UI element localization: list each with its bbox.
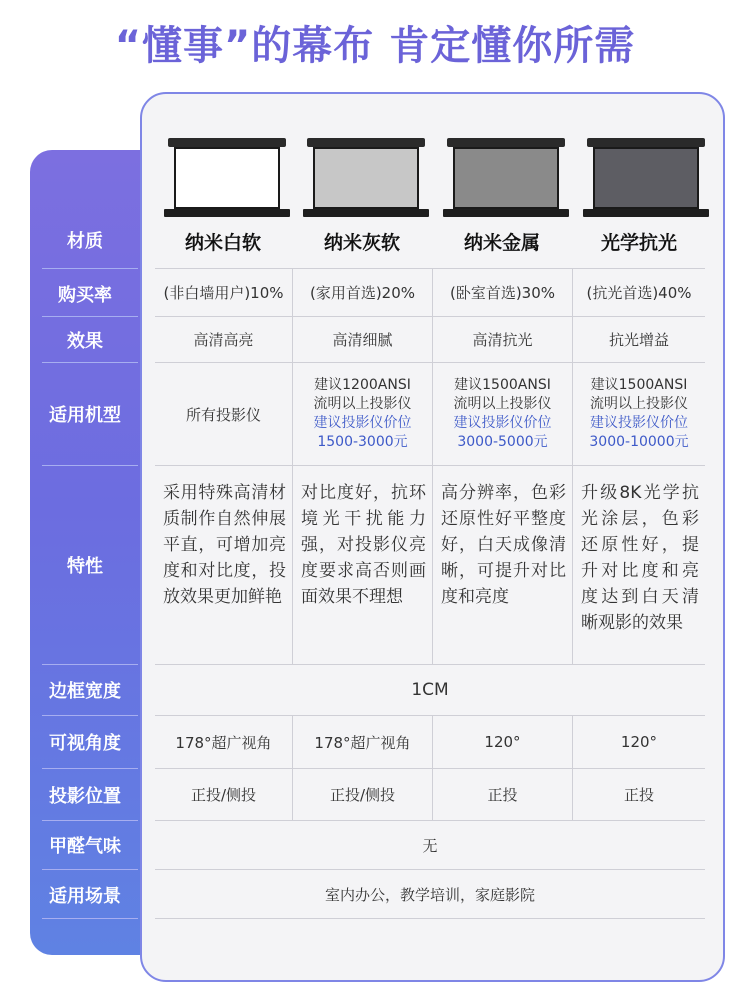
product-name: 纳米金属	[463, 231, 540, 254]
frame-width-cell: 1CM	[411, 680, 449, 700]
projection-position-cell: 正投/侧投	[190, 786, 257, 804]
white-screen-icon	[168, 138, 286, 220]
row-divider	[42, 820, 138, 821]
projection-position-cell: 正投	[487, 786, 518, 804]
product-name: 纳米灰软	[323, 231, 400, 254]
row-label-frame: 边框宽度	[49, 681, 121, 702]
model-cell	[155, 363, 292, 465]
model-price-label: 建议投影仪价位	[590, 415, 688, 431]
product-name: 光学抗光	[600, 231, 677, 254]
projection-position-cell: 正投/侧投	[329, 786, 396, 804]
viewing-angle-cell: 120°	[484, 733, 521, 751]
viewing-angle-cell: 178°超广视角	[314, 733, 411, 752]
row-divider	[42, 268, 138, 269]
model-cell	[573, 363, 705, 465]
effect-cell: 抗光增益	[608, 331, 669, 349]
model-lumen: 建议1200ANSI	[314, 377, 411, 393]
purchase-rate-cell: (抗光首选)40%	[586, 284, 692, 302]
row-label-purchase: 购买率	[58, 285, 112, 306]
row-divider	[42, 316, 138, 317]
feature-cell: 高分辨率，色彩还原性好平整度好，白天成像清晰，可提升对比度和亮度	[441, 483, 566, 607]
metal-screen-icon	[447, 138, 565, 220]
optical-screen-icon	[587, 138, 705, 220]
row-divider	[42, 362, 138, 363]
viewing-angle-cell: 178°超广视角	[175, 733, 272, 752]
feature-cell: 对比度好，抗环境光干扰能力强，对投影仪亮度要求高否则画面效果不理想	[301, 483, 426, 607]
page-title: “懂事”的幕布 肯定懂你所需	[114, 23, 636, 69]
row-divider	[42, 918, 138, 919]
purchase-rate-cell: (卧室首选)30%	[449, 284, 556, 302]
row-divider	[42, 465, 138, 466]
feature-cell: 采用特殊高清材质制作自然伸展平直，可增加亮度和对比度，投放效果更加鲜艳	[163, 483, 286, 607]
row-divider	[42, 768, 138, 769]
model-price-range: 1500-3000元	[317, 434, 408, 450]
purchase-rate-cell: (家用首选)20%	[309, 284, 416, 302]
effect-cell: 高清细腻	[332, 331, 393, 349]
row-label-effect: 效果	[67, 331, 103, 352]
scenes-cell: 室内办公，教学培训，家庭影院	[324, 885, 535, 904]
formaldehyde-cell: 无	[422, 836, 438, 855]
model-price-label: 建议投影仪价位	[313, 415, 412, 431]
effect-cell: 高清抗光	[472, 331, 533, 349]
model-lumen: 建议1500ANSI	[590, 377, 688, 393]
model-cell	[293, 363, 432, 465]
row-label-model: 适用机型	[49, 405, 121, 426]
row-divider	[42, 715, 138, 716]
row-label-feature: 特性	[67, 556, 103, 577]
row-label-angle: 可视角度	[49, 733, 121, 754]
product-name: 纳米白软	[184, 231, 261, 254]
row-divider	[155, 918, 705, 919]
model-price-range: 3000-5000元	[457, 434, 548, 450]
feature-cell: 升级8K光学抗光涂层，色彩还原性好，提升对比度和亮度达到白天清晰观影的效果	[581, 483, 699, 633]
row-divider	[42, 664, 138, 665]
row-label-position: 投影位置	[49, 786, 121, 807]
model-price-label: 建议投影仪价位	[453, 415, 552, 431]
row-label-material: 材质	[67, 231, 103, 252]
model-text: 所有投影仪	[185, 405, 261, 424]
model-lumen-suffix: 流明以上投影仪	[453, 396, 552, 412]
effect-cell: 高清高亮	[193, 331, 254, 349]
model-lumen-suffix: 流明以上投影仪	[590, 396, 688, 412]
model-lumen: 建议1500ANSI	[454, 377, 551, 393]
viewing-angle-cell: 120°	[620, 733, 658, 751]
model-cell	[433, 363, 572, 465]
row-label-formaldehyde: 甲醛气味	[49, 836, 121, 857]
model-price-range: 3000-10000元	[589, 434, 689, 450]
gray-screen-icon	[307, 138, 425, 220]
row-label-scene: 适用场景	[49, 886, 121, 907]
row-divider	[42, 869, 138, 870]
model-lumen-suffix: 流明以上投影仪	[313, 396, 412, 412]
projection-position-cell: 正投	[623, 786, 654, 804]
purchase-rate-cell: (非白墙用户)10%	[163, 284, 284, 302]
